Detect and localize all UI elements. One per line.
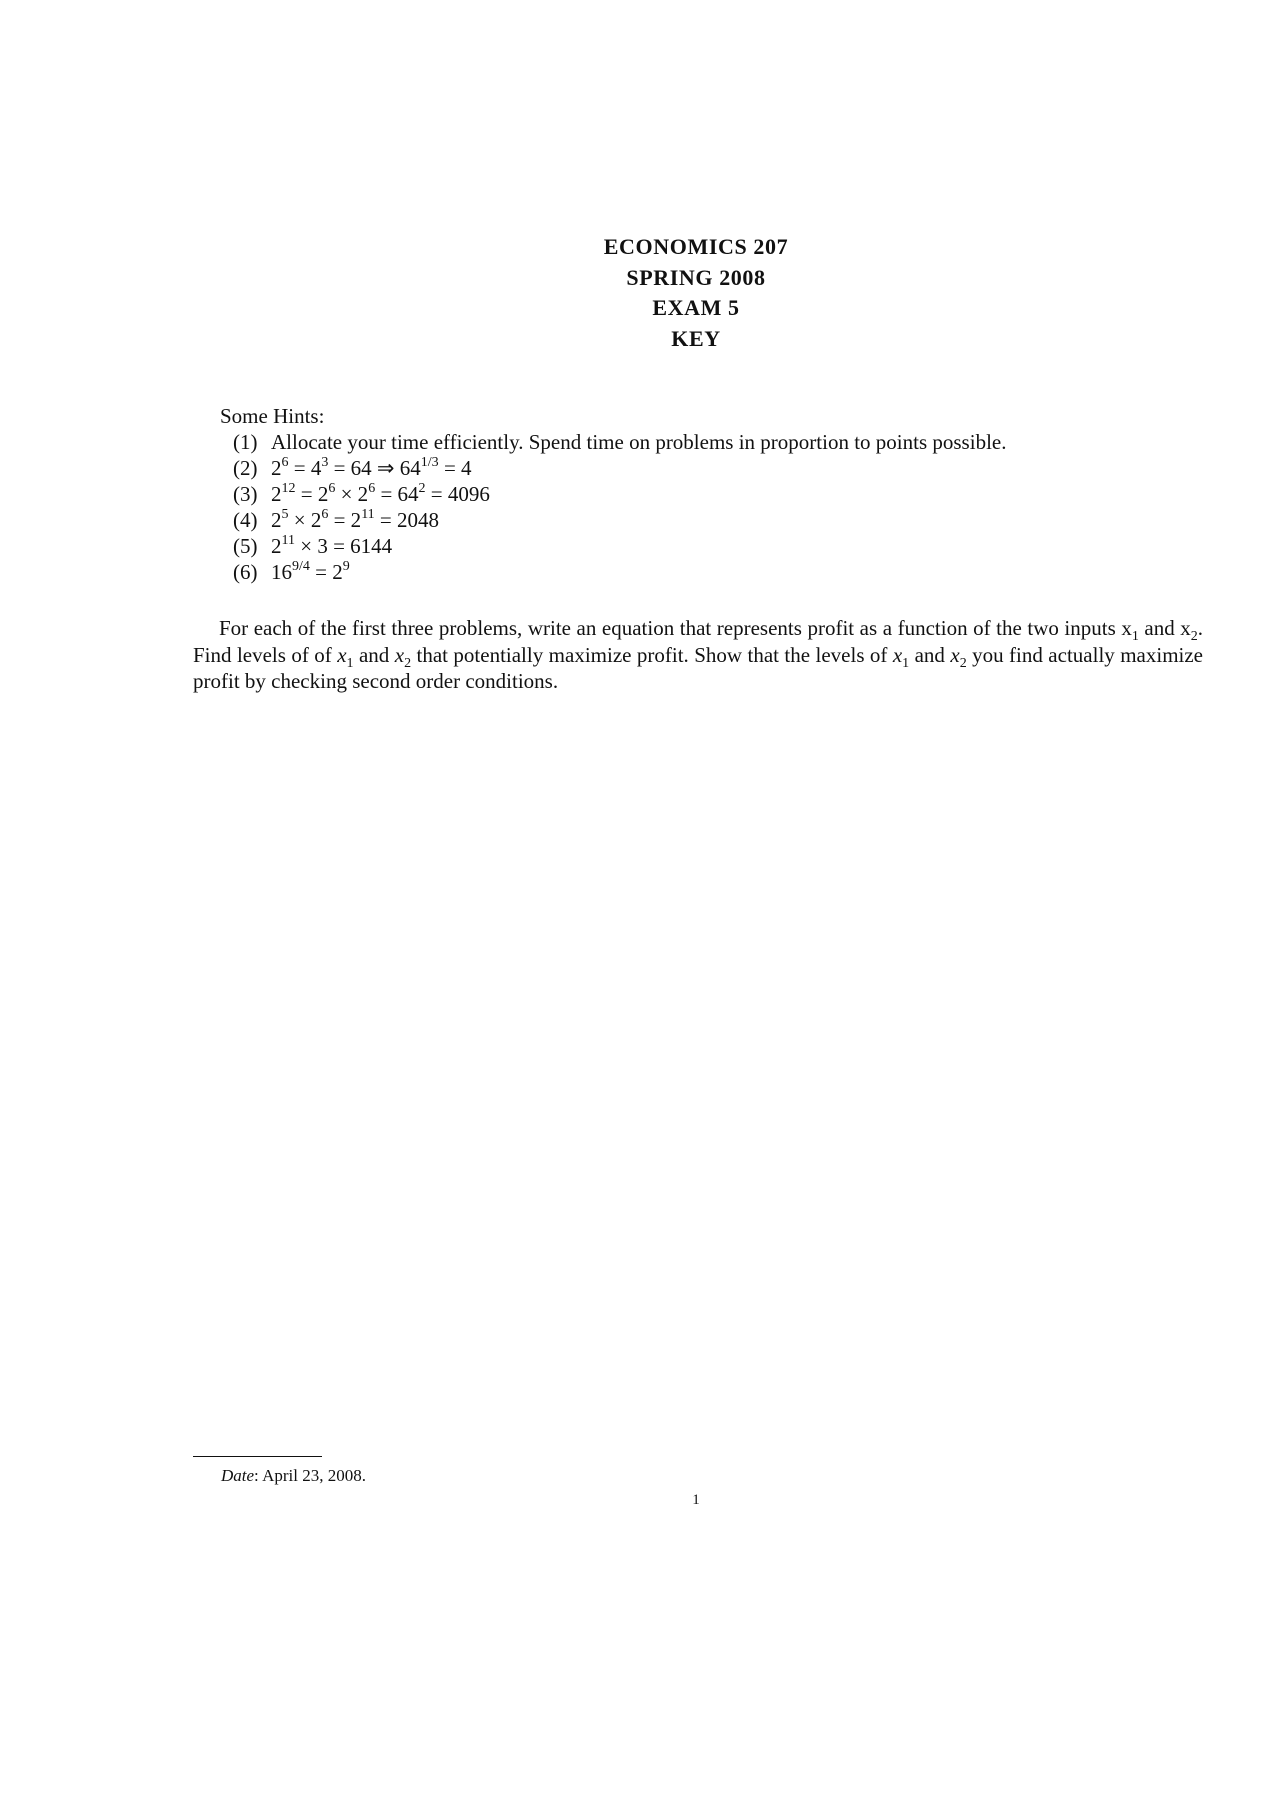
hints-heading: Some Hints:: [220, 404, 325, 428]
hint-formula: $2^{11} \times 3 = 6144$: [271, 533, 393, 558]
hints-section: [220, 403, 1006, 585]
hint-formula: $16^{9/4} = 2^9$: [271, 559, 350, 584]
hint-formula: $2^5 \times 2^6 = 2^{11} = 2048$: [271, 507, 440, 532]
title-block: [0, 232, 1280, 354]
hint-item-1: [220, 429, 1006, 455]
hint-number: (6): [233, 560, 258, 584]
hint-number: (1): [233, 430, 258, 454]
footnote-rule: [193, 1456, 322, 1457]
page-number: 1: [692, 1492, 700, 1508]
hint-item-6: [220, 559, 1006, 585]
footnote-label: Date: [221, 1466, 255, 1485]
hint-formula: $2^{12} = 2^6 \times 2^6 = 64^2 = 4096$: [271, 481, 490, 506]
hint-number: (3): [233, 482, 258, 506]
hint-item-3: [220, 481, 1006, 507]
instructions-paragraph: For each of the first three problems, write an equation that represents profit as a function of the two inputs $x_1$ and $x_2$. Find levels of of $x_1$ and $x_2$ that potentially maximize profit. Show that the levels of $x_1$ and $x_2$ you find actually maximize profit by checking second order conditions.: [193, 616, 1204, 693]
hint-formula: $2^6 = 4^3 = 64$ ⇒ $64^{1/3} = 4$: [271, 455, 472, 480]
exam-title: EXAM 5: [652, 295, 740, 320]
hint-number: (5): [233, 534, 258, 558]
course-title: ECONOMICS 207: [603, 234, 789, 259]
hint-text: Allocate your time efficiently. Spend time on problems in proportion to points possible.: [271, 430, 1007, 454]
hint-number: (2): [233, 456, 258, 480]
hint-item-4: [220, 507, 1006, 533]
term-title: SPRING 2008: [626, 264, 766, 290]
hint-item-5: [220, 533, 1006, 559]
hint-item-2: [220, 455, 1006, 481]
key-title: KEY: [671, 325, 721, 351]
date-footnote: [221, 1465, 366, 1487]
hint-number: (4): [233, 508, 258, 532]
footnote-date: : April 23, 2008.: [254, 1466, 366, 1485]
